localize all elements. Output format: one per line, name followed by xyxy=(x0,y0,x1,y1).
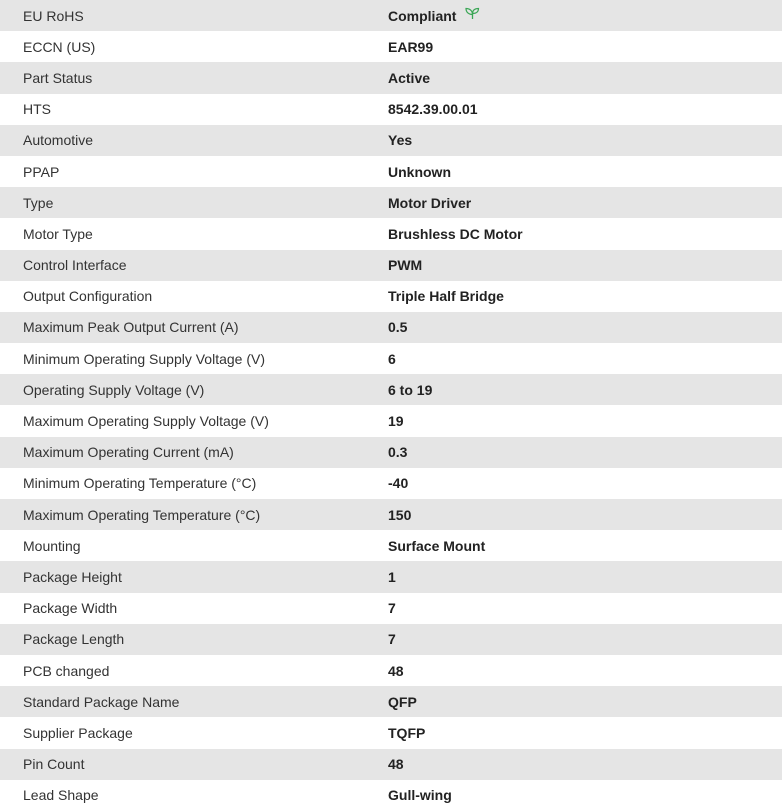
spec-label: Type xyxy=(23,194,54,211)
spec-value: 0.3 xyxy=(388,444,408,461)
spec-label: Mounting xyxy=(23,537,81,554)
spec-row-max-operating-supply-voltage xyxy=(0,405,782,436)
spec-label: Pin Count xyxy=(23,756,85,773)
spec-value: 48 xyxy=(388,756,404,773)
spec-label: ECCN (US) xyxy=(23,38,96,55)
spec-value: Active xyxy=(388,69,431,86)
spec-value: 6 xyxy=(388,350,396,367)
spec-label: HTS xyxy=(23,101,51,118)
spec-value: 7 xyxy=(388,631,396,648)
spec-label: Package Length xyxy=(23,631,125,648)
spec-label: Supplier Package xyxy=(23,724,133,741)
spec-value: -40 xyxy=(388,475,409,492)
spec-label: Maximum Operating Temperature (°C) xyxy=(23,506,261,523)
spec-row-pcb-changed xyxy=(0,655,782,686)
spec-value: 1 xyxy=(388,568,396,585)
spec-row-output-configuration xyxy=(0,281,782,312)
spec-row-package-length xyxy=(0,624,782,655)
spec-label: Minimum Operating Temperature (°C) xyxy=(23,475,257,492)
spec-label: Package Width xyxy=(23,600,118,617)
spec-value: Yes xyxy=(388,132,413,149)
spec-value: Gull-wing xyxy=(388,787,452,804)
spec-label: Lead Shape xyxy=(23,787,99,804)
spec-row-min-operating-supply-voltage xyxy=(0,343,782,374)
leaf-icon xyxy=(465,6,480,24)
spec-row-supplier-package xyxy=(0,717,782,748)
spec-label: Motor Type xyxy=(23,225,93,242)
spec-label: Maximum Peak Output Current (A) xyxy=(23,319,239,336)
spec-value: 150 xyxy=(388,506,412,523)
spec-value: 8542.39.00.01 xyxy=(388,101,478,118)
spec-row-control-interface xyxy=(0,250,782,281)
spec-row-eccn xyxy=(0,31,782,62)
spec-label: Package Height xyxy=(23,568,122,585)
spec-row-automotive xyxy=(0,125,782,156)
spec-label: Maximum Operating Supply Voltage (V) xyxy=(23,413,269,430)
spec-label: Standard Package Name xyxy=(23,693,180,710)
spec-label: Automotive xyxy=(23,132,94,149)
spec-row-standard-package-name xyxy=(0,686,782,717)
spec-value: 7 xyxy=(388,600,396,617)
spec-row-eu-rohs xyxy=(0,0,782,31)
spec-label: EU RoHS xyxy=(23,7,84,24)
spec-value: PWM xyxy=(388,257,423,274)
spec-value: QFP xyxy=(388,693,417,710)
spec-label: Operating Supply Voltage (V) xyxy=(23,381,205,398)
spec-row-part-status xyxy=(0,62,782,93)
spec-label: Maximum Operating Current (mA) xyxy=(23,444,234,461)
spec-row-mounting xyxy=(0,530,782,561)
spec-value: Motor Driver xyxy=(388,194,472,211)
spec-value: TQFP xyxy=(388,724,426,741)
spec-row-min-operating-temperature xyxy=(0,468,782,499)
spec-row-max-peak-output-current xyxy=(0,312,782,343)
spec-row-ppap xyxy=(0,156,782,187)
spec-value-cell xyxy=(388,0,782,31)
spec-value: Unknown xyxy=(388,163,451,180)
spec-value: Triple Half Bridge xyxy=(388,288,504,305)
spec-value: 48 xyxy=(388,662,404,679)
spec-value: 6 to 19 xyxy=(388,381,433,398)
spec-value: EAR99 xyxy=(388,38,434,55)
spec-row-lead-shape xyxy=(0,780,782,811)
spec-row-max-operating-current xyxy=(0,437,782,468)
spec-row-max-operating-temperature xyxy=(0,499,782,530)
spec-row-package-height xyxy=(0,561,782,592)
spec-row-package-width xyxy=(0,593,782,624)
spec-row-hts xyxy=(0,94,782,125)
spec-row-operating-supply-voltage xyxy=(0,374,782,405)
spec-label: Control Interface xyxy=(23,257,127,274)
spec-value: Surface Mount xyxy=(388,537,486,554)
spec-label: Part Status xyxy=(23,69,93,86)
spec-label: Output Configuration xyxy=(23,288,153,305)
spec-value: Compliant xyxy=(388,7,457,24)
spec-row-motor-type xyxy=(0,218,782,249)
spec-value: 0.5 xyxy=(388,319,408,336)
spec-value: 19 xyxy=(388,413,404,430)
spec-label: Minimum Operating Supply Voltage (V) xyxy=(23,350,265,367)
spec-value: Brushless DC Motor xyxy=(388,225,523,242)
spec-row-type xyxy=(0,187,782,218)
spec-row-pin-count xyxy=(0,749,782,780)
spec-label: PPAP xyxy=(23,163,60,180)
spec-label: PCB changed xyxy=(23,662,110,679)
